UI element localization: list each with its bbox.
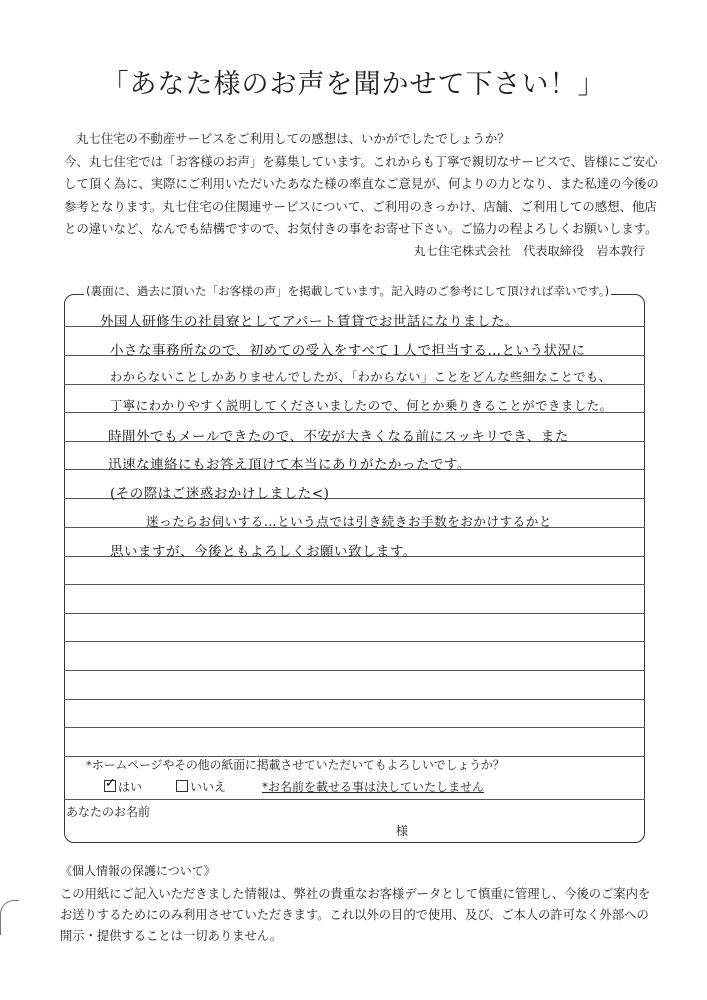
yes-label: はい xyxy=(118,780,143,794)
name-label: あなたのお名前 xyxy=(66,805,151,819)
intro-line: との違いなど、なんでも結構ですので、お気付きの事をお寄せ下さい。ご協力の程よろしくお願いします。 xyxy=(64,221,658,236)
name-suffix: 様 xyxy=(396,824,409,838)
ruled-line xyxy=(64,727,645,728)
intro-line: 今、丸七住宅では「お客様のお声」を募集しています。これからも丁寧で親切なサービスで、皆様にご安心 xyxy=(64,153,658,169)
intro-line: 丸七住宅の不動産サービスをご利用しての感想は、いかがでしたでしょうか？ xyxy=(76,131,510,146)
notice-text: (裏面に、過去に頂いた「お客様の声」を掲載しています。記入時のご参考にして頂ければ幸いです。) xyxy=(86,284,610,298)
yes-checkbox[interactable] xyxy=(104,776,116,792)
intro-text xyxy=(64,128,659,241)
handwritten-line: わからないことしかありませんでしたが、「わからない」ことをどんな些細なことでも、 xyxy=(110,370,612,384)
ruled-line xyxy=(64,799,645,800)
ruled-line xyxy=(64,699,645,700)
intro-line: 参考となります。丸七住宅の住関連サービスについて、ご利用のきっかけ、店舗、ご利用しての感想、他店 xyxy=(64,198,657,214)
ruled-line xyxy=(64,613,645,614)
handwritten-line: 時間外でもメールできたので、不安が大きくなる前にスッキリでき、また xyxy=(108,429,569,445)
privacy-title: 《個人情報の保護について》 xyxy=(60,864,216,878)
option-yes[interactable] xyxy=(104,778,142,795)
name-disclosure-note: *お名前を載せる事は決していたしません xyxy=(262,780,485,794)
handwritten-line: 思いますが、今後ともよろしくお願い致します。 xyxy=(110,544,417,560)
handwritten-line: 外国人研修生の社員寮としてアパート賃貸でお世話になりました。 xyxy=(100,314,519,330)
page-edge-mark xyxy=(0,900,19,935)
ruled-line xyxy=(64,641,645,642)
handwritten-line: 迷ったらお伺いする…という点では引き続きお手数をおかけするかと xyxy=(146,514,552,529)
intro-line: して頂く為に、実際にご利用いただいたあなた様の率直なご意見が、何よりの力となり、また私達の今後の xyxy=(64,176,659,191)
handwritten-line: 小さな事務所なので、初めての受入をすべて１人で担当する…という状況に xyxy=(110,343,586,359)
check-mark-icon: ✓ xyxy=(105,776,116,791)
ruled-line xyxy=(64,670,645,671)
handwritten-line: 迅速な連絡にもお答え頂けて本当にありがたかったです。 xyxy=(108,457,471,473)
privacy-line: お送りするためにのみ利用させていただきます。これ以外の目的で使用、及び、ご本人の許可なく外部への xyxy=(60,908,649,922)
ruled-line xyxy=(64,584,645,585)
privacy-line: この用紙にご記入いただきました情報は、弊社の貴重なお客様データとして慎重に管理し、今後のご案内を xyxy=(60,887,651,901)
privacy-text xyxy=(60,884,660,947)
no-checkbox[interactable] xyxy=(176,780,188,792)
option-no[interactable] xyxy=(176,778,226,795)
company-signature: 丸七住宅株式会社 代表取締役 岩本敦行 xyxy=(413,244,645,258)
page-title: 「あなた様のお声を聞かせて下さい！」 xyxy=(101,69,606,100)
handwritten-line: 丁寧にわかりやすく説明してくださいましたので、何とか乗りきることができました。 xyxy=(110,398,613,413)
permission-question: *ホームページやその他の紙面に掲載させていただいてもよろしいでしょうか？ xyxy=(86,758,505,772)
handwritten-line: (その際はご迷惑おかけしました<) xyxy=(110,486,330,502)
privacy-line: 開示・提供することは一切ありません。 xyxy=(60,929,283,943)
no-label: いいえ xyxy=(190,780,227,794)
